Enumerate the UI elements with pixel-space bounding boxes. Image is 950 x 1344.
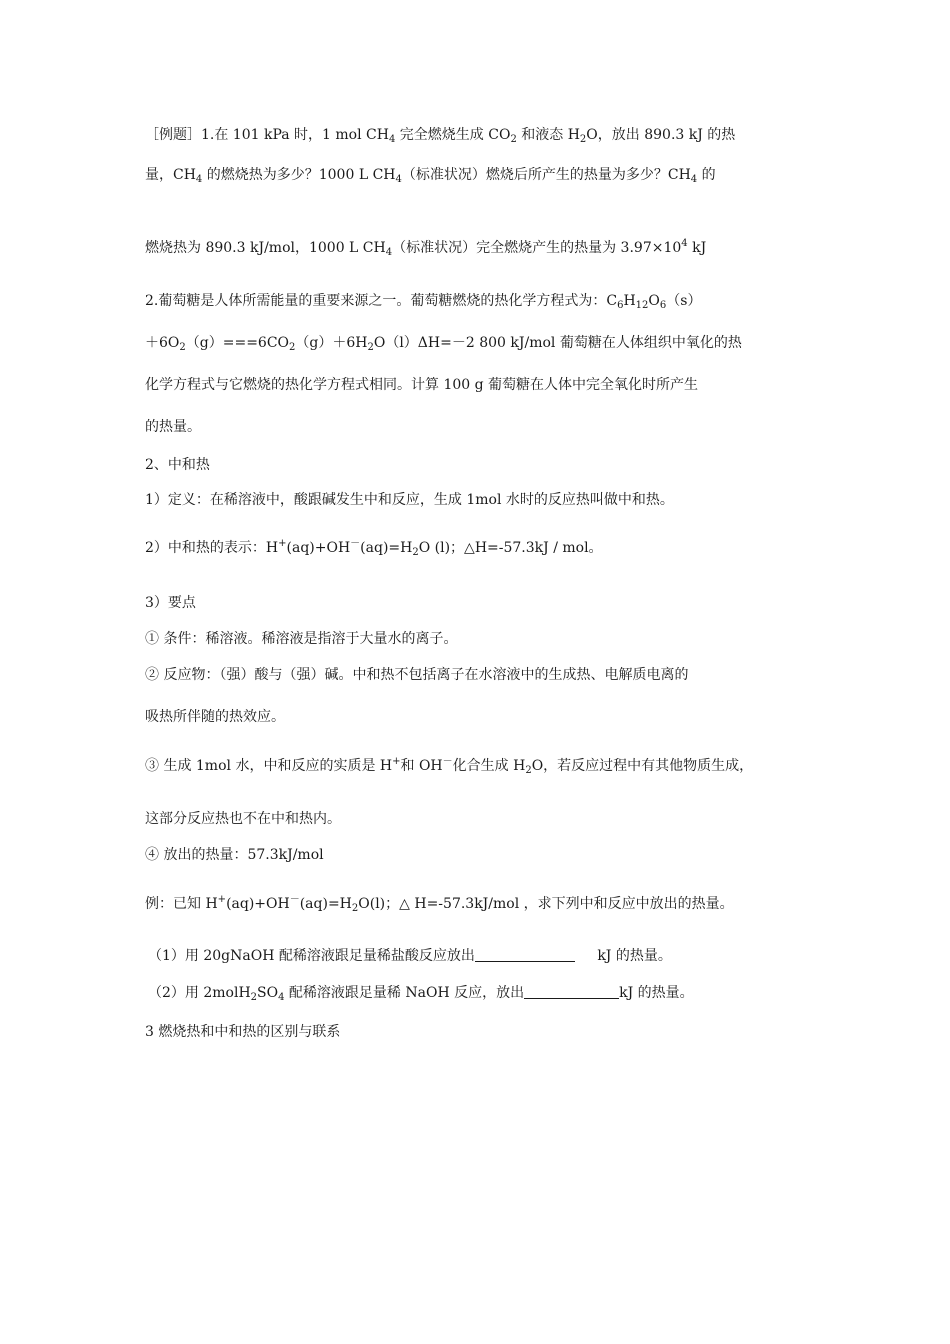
text: (aq)=H <box>299 896 352 912</box>
text: O，若反应过程中有其他物质生成， <box>531 758 754 774</box>
text: 2.葡萄糖是人体所需能量的重要来源之一。葡萄糖燃烧的热化学方程式为：C <box>145 293 618 309</box>
section2-point3-line2: 这部分反应热也不在中和热内。 <box>145 811 341 827</box>
text: ③ 生成 1mol 水，中和反应的实质是 H <box>145 758 393 774</box>
answer-blank-2[interactable] <box>524 984 619 999</box>
subscript: 4 <box>395 174 402 185</box>
text: O，放出 890.3 kJ 的热 <box>586 127 736 143</box>
subscript: 2 <box>367 342 374 353</box>
section2-example <box>145 894 734 914</box>
section2-point2-line2: 吸热所伴随的热效应。 <box>145 709 285 725</box>
subscript: 2 <box>412 547 419 558</box>
text: （g）＋6H <box>295 335 368 351</box>
text: H <box>623 293 636 309</box>
text: (aq)+OH <box>226 896 290 912</box>
section3-heading: 3 燃烧热和中和热的区别与联系 <box>145 1024 341 1040</box>
subscript: 4 <box>385 247 393 258</box>
subscript: 2 <box>250 992 258 1003</box>
text: ［例题］1.在 101 kPa 时，1 mol CH <box>145 127 389 143</box>
section2-definition: 1）定义：在稀溶液中，酸跟碱发生中和反应，生成 1mol 水时的反应热叫做中和热。 <box>145 492 674 508</box>
subscript: 4 <box>278 992 285 1003</box>
text: 的燃烧热为多少？1000 L CH <box>202 167 396 183</box>
section2-point3-line1 <box>145 756 753 776</box>
subscript: 2 <box>510 134 517 145</box>
example1-line1 <box>145 125 735 145</box>
section2-points-title: 3）要点 <box>145 595 196 611</box>
superscript: － <box>350 538 361 549</box>
text: 和 OH <box>400 758 443 774</box>
subscript: 2 <box>289 342 296 353</box>
text: （1）用 20gNaOH 配稀溶液跟足量稀盐酸反应放出 <box>148 948 475 964</box>
text: O <box>648 293 660 309</box>
text: 完全燃烧生成 CO <box>395 127 511 143</box>
text: （2）用 2molH <box>148 985 251 1001</box>
text: (aq)=H <box>360 540 413 556</box>
section2-expression <box>145 538 603 558</box>
text: （g）===6CO <box>185 335 290 351</box>
text: kJ <box>687 240 707 256</box>
example1-answer <box>145 238 706 258</box>
section2-point1: ① 条件：稀溶液。稀溶液是指溶于大量水的离子。 <box>145 631 458 647</box>
text: 的 <box>697 167 716 183</box>
text: 和液态 H <box>516 127 580 143</box>
text: O（l）ΔH=－2 800 kJ/mol 葡萄糖在人体组织中氧化的热 <box>373 335 742 351</box>
text: 2）中和热的表示：H <box>145 540 279 556</box>
section2-point2-line1: ② 反应物：（强）酸与（强）碱。中和热不包括离子在水溶液中的生成热、电解质电离的 <box>145 667 689 683</box>
answer-blank-1[interactable] <box>475 947 575 962</box>
section2-point4: ④ 放出的热量：57.3kJ/mol <box>145 847 324 863</box>
subscript: 4 <box>690 174 698 185</box>
text: (aq)+OH <box>286 540 351 556</box>
text: 燃烧热为 890.3 kJ/mol，1000 L CH <box>145 240 386 256</box>
subscript: 2 <box>179 342 186 353</box>
superscript: + <box>217 894 227 905</box>
text: （标准状况）完全燃烧产生的热量为 3.97×10 <box>392 240 682 256</box>
section2-heading: 2、中和热 <box>145 457 210 473</box>
subscript: 4 <box>388 134 396 145</box>
subscript: 6 <box>659 300 667 311</box>
text: O(l)；△ H=-57.3kJ/mol ，求下列中和反应中放出的热量。 <box>358 896 734 912</box>
text: 配稀溶液跟足量稀 NaOH 反应，放出 <box>284 985 525 1001</box>
subscript: 4 <box>195 174 203 185</box>
superscript: － <box>442 756 453 767</box>
superscript: + <box>278 538 287 549</box>
text: 例：已知 H <box>145 896 218 912</box>
question2 <box>148 983 694 1003</box>
text: 化合生成 H <box>452 758 526 774</box>
text: kJ 的热量。 <box>592 948 672 964</box>
text: ＋6O <box>145 335 180 351</box>
text: （标准状况）燃烧后所产生的热量为多少？CH <box>401 167 691 183</box>
text: （s） <box>666 293 702 309</box>
subscript: 6 <box>617 300 624 311</box>
superscript: + <box>392 756 401 767</box>
subscript: 2 <box>579 134 587 145</box>
superscript: － <box>289 894 300 905</box>
example1-line2 <box>145 165 716 185</box>
subscript: 2 <box>351 903 359 914</box>
example2-line2 <box>145 333 742 353</box>
subscript: 2 <box>525 765 532 776</box>
superscript: 4 <box>681 238 688 249</box>
subscript: 12 <box>635 300 649 311</box>
example2-line3: 化学方程式与它燃烧的热化学方程式相同。计算 100 g 葡萄糖在人体中完全氧化时所产生 <box>145 377 699 393</box>
question1 <box>148 946 672 966</box>
text: O (l)；△H=-57.3kJ / mol。 <box>418 540 603 556</box>
example2-line4: 的热量。 <box>145 419 201 435</box>
example2-line1 <box>145 291 701 311</box>
text: kJ 的热量。 <box>619 985 694 1001</box>
text: SO <box>257 985 279 1001</box>
text: 量，CH <box>145 167 196 183</box>
